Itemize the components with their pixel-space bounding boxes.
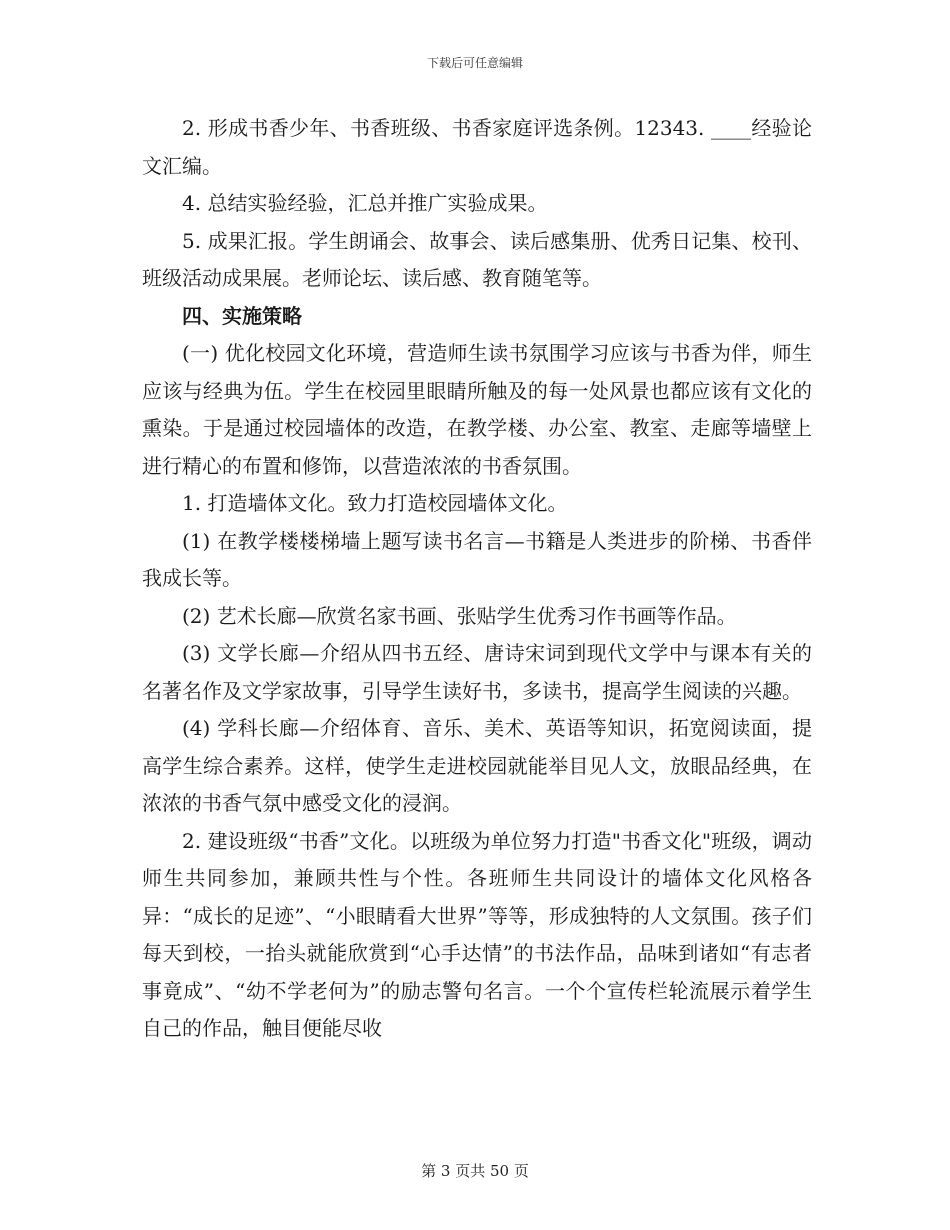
paragraph-stairwell-quotes: (1) 在教学楼楼梯墙上题写读书名言—书籍是人类进步的阶梯、书香伴我成长等。 [142, 528, 812, 590]
paragraph-campus-environment: (一) 优化校园文化环境，营造师生读书氛围学习应该与书香为伴，师生应该与经典为伍。学生在校园里眼睛所触及的每一处风景也都应该有文化的熏染。于是通过校园墙体的改造，在教学楼、办公室、教室、走廊等墙壁上进行精心的布置和修饰，以营造浓浓的书香氛围。 [142, 341, 812, 478]
document-body [142, 110, 812, 1048]
page-number-footer: 第 3 页共 50 页 [421, 1162, 529, 1180]
paragraph-literature-corridor: (3) 文学长廊—介绍从四书五经、唐诗宋词到现代文学中与课本有关的名著名作及文学家故事，引导学生读好书，多读书，提高学生阅读的兴趣。 [142, 641, 812, 703]
paragraph-subject-corridor: (4) 学科长廊—介绍体育、音乐、美术、英语等知识，拓宽阅读面，提高学生综合素养。这样，使学生走进校园就能举目见人文，放眼品经典，在浓浓的书香气氛中感受文化的浸润。 [142, 716, 812, 815]
paragraph-class-culture: 2. 建设班级“书香”文化。以班级为单位努力打造"书香文化"班级，调动师生共同参加，兼顾共性与个性。各班师生共同设计的墙体文化风格各异：“成长的足迹”、“小眼睛看大世界”等等，形成独特的人文氛围。孩子们每天到校，一抬头就能欣赏到“心手达情”的书法作品，品味到诸如“有志者事竟成”、“幼不学老何为”的励志警句名言。一个个宣传栏轮流展示着学生自己的作品，触目便能尽收 [142, 828, 812, 1040]
paragraph-wall-culture: 1. 打造墙体文化。致力打造校园墙体文化。 [182, 491, 568, 515]
page-header-note: 下载后可任意编辑 [426, 56, 523, 70]
paragraph-item-4: 4. 总结实验经验，汇总并推广实验成果。 [182, 191, 548, 215]
paragraph-item-5: 5. 成果汇报。学生朗诵会、故事会、读后感集册、优秀日记集、校刊、班级活动成果展。老师论坛、读后感、教育随笔等。 [142, 228, 812, 290]
paragraph-item-2: 2. 形成书香少年、书香班级、书香家庭评选条例。12343. ____经验论文汇编。 [142, 116, 812, 178]
paragraph-art-corridor: (2) 艺术长廊—欣赏名家书画、张贴学生优秀习作书画等作品。 [182, 603, 737, 628]
section-heading-implementation-strategy: 四、实施策略 [182, 303, 302, 328]
